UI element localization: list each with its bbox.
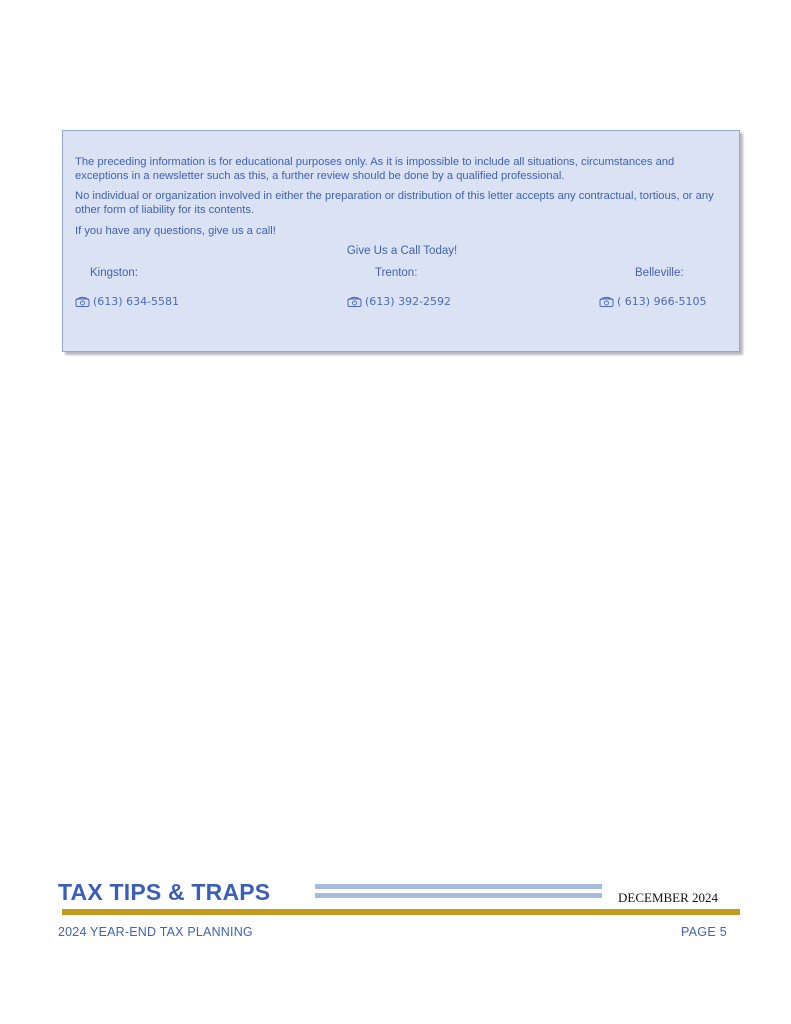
phone-number: (613) 392-2592 <box>365 295 452 308</box>
stripe <box>315 884 602 889</box>
telephone-icon <box>347 296 362 307</box>
phone-number: ( 613) 966-5105 <box>617 295 707 308</box>
decorative-stripes <box>315 884 602 902</box>
office-city-belleville: Belleville: <box>635 267 684 279</box>
office-phone-trenton[interactable] <box>347 295 451 308</box>
telephone-icon <box>599 296 614 307</box>
disclaimer-paragraph-educational: The preceding information is for educational purposes only. As it is impossible to include all situations, circumstances and exceptions in a newsletter such as this, a further review should be done by a qualified professional. <box>75 156 675 182</box>
call-heading: Give Us a Call Today! <box>346 245 458 257</box>
office-phone-kingston[interactable] <box>75 295 179 308</box>
stripe <box>315 893 602 898</box>
office-city-kingston: Kingston: <box>90 267 138 279</box>
gold-divider <box>62 909 740 915</box>
phone-number: (613) 634-5581 <box>93 295 180 308</box>
disclaimer-paragraph-liability: No individual or organization involved in either the preparation or distribution of this letter accepts any contractual, tortious, or any other form of liability for its contents. <box>75 190 714 216</box>
issue-date: DECEMBER 2024 <box>618 890 719 905</box>
office-city-trenton: Trenton: <box>375 267 418 279</box>
page-number: PAGE 5 <box>680 925 727 939</box>
disclaimer-paragraph-questions: If you have any questions, give us a call! <box>75 225 276 237</box>
telephone-icon <box>75 296 90 307</box>
issue-subtitle: 2024 YEAR-END TAX PLANNING <box>58 925 253 939</box>
office-phone-belleville[interactable] <box>599 295 707 308</box>
disclaimer-box <box>62 130 740 352</box>
newsletter-title: TAX TIPS & TRAPS <box>58 879 271 905</box>
